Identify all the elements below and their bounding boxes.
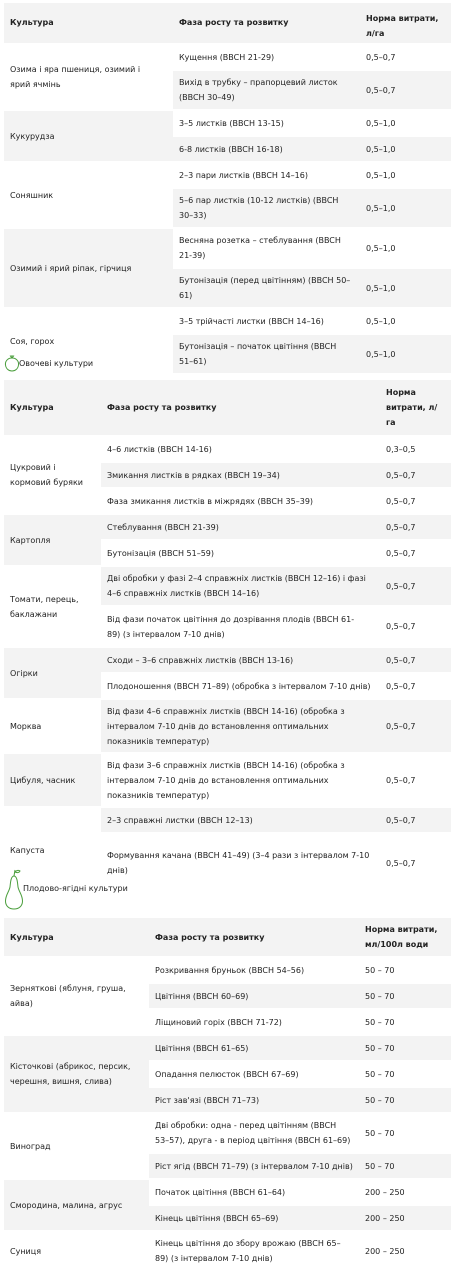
crop-cell: [4, 437, 101, 513]
table-row: [101, 834, 451, 892]
crop-cell: [4, 567, 101, 646]
header-crop: Культура: [10, 933, 54, 942]
crop-name: Зерняткові (яблуня, груша, айва): [10, 984, 126, 1008]
header-phase: Фаза росту та розвитку: [107, 403, 217, 412]
rate-cell: 0,5–1,0: [366, 317, 396, 326]
table-row: [149, 984, 451, 1008]
crop-name: Озимий і ярий ріпак, гірчиця: [10, 264, 132, 273]
crop-cell: [4, 111, 173, 161]
phase-cell: Дві обробки: одна - перед цвітінням (BBCH 53–57), друга - в період цвітіння (BBCH 61–69): [155, 1121, 351, 1145]
rate-cell: 0,5–0,7: [386, 816, 416, 825]
phase-cell: 3–5 трійчасті листки (BBCH 14–16): [179, 317, 324, 326]
crop-name: Морква: [10, 722, 42, 731]
rate-cell: 0,5–0,7: [386, 497, 416, 506]
phase-cell: 6-8 листків (BBCH 16-18): [179, 145, 283, 154]
table-row: [149, 1206, 451, 1230]
table-row: [101, 700, 451, 752]
rate-cell: 50 – 70: [365, 1070, 395, 1079]
rate-cell: 200 – 250: [365, 1214, 405, 1223]
rate-cell: 50 – 70: [365, 966, 395, 975]
rate-cell: 0,5–0,7: [386, 523, 416, 532]
rate-cell: 50 – 70: [365, 992, 395, 1001]
table-row: [173, 229, 451, 267]
rate-cell: 0,5–0,7: [386, 776, 416, 785]
table-header: [4, 380, 451, 435]
header-phase: Фаза росту та розвитку: [179, 18, 289, 27]
phase-cell: Кущення (BBCH 21-29): [179, 53, 275, 62]
crop-name: Озима і яра пшениця, озимий і ярий ячмінь: [10, 65, 141, 89]
phase-cell: Від фази початок цвітіння до дозрівання плодів (BBCH 61- 89) (з інтервалом 7-10 днів): [107, 615, 355, 639]
table-header: [4, 918, 451, 956]
table-row: [101, 437, 451, 461]
crop-name: Соняшник: [10, 191, 54, 200]
phase-cell: 5–6 пар листків (10-12 листків) (BBCH 30–33): [179, 196, 339, 220]
table-row: [149, 1088, 451, 1112]
table-row: [173, 309, 451, 333]
table-row: [149, 1154, 451, 1178]
phase-cell: Кінець цвітіння (BBCH 65–69): [155, 1214, 279, 1223]
rate-cell: 0,5–0,7: [386, 656, 416, 665]
rate-cell: 0,5–1,0: [366, 204, 396, 213]
phase-cell: Цвітіння (BBCH 60–69): [155, 992, 249, 1001]
pear-outline-icon: [4, 868, 24, 910]
phase-cell: Розкривання бруньок (BBCH 54–56): [155, 966, 305, 975]
header-rate: Норма витрати, мл/100л води: [365, 925, 438, 949]
rate-cell: 0,5–0,7: [366, 86, 396, 95]
rate-cell: 50 – 70: [365, 1018, 395, 1027]
rate-cell: 0,3–0,5: [386, 445, 416, 454]
crop-name: Картопля: [10, 536, 51, 545]
phase-cell: Від фази 4–6 справжніх листків (BBCH 14-16) (обробка з інтервалом 7-10 днів до встановлення оптимальних показників температур): [107, 707, 345, 746]
header-crop: Культура: [10, 18, 54, 27]
fruit-section-title: Плодово-ягідні культури: [23, 884, 128, 893]
phase-cell: Опадання пелюсток (BBCH 67–69): [155, 1070, 299, 1079]
crop-cell: [4, 1180, 149, 1230]
table-row: [149, 1036, 451, 1060]
crop-name: Кісточкові (абрикос, персик, черешня, вишня, слива): [10, 1062, 131, 1086]
phase-cell: 2–3 пари листків (BBCH 14–16): [179, 171, 308, 180]
crop-cell: [4, 1232, 149, 1270]
table-row: [101, 541, 451, 565]
rate-cell: 0,5–0,7: [386, 682, 416, 691]
table-row: [101, 567, 451, 605]
phase-cell: Формування качана (BBCH 41–49) (3–4 рази з інтервалом 7-10 днів): [107, 851, 370, 875]
table-row: [101, 808, 451, 832]
table-row: [101, 648, 451, 672]
table-row: [173, 111, 451, 135]
crop-cell: [4, 163, 173, 227]
crop-name: Томати, перець, баклажани: [10, 595, 79, 619]
crop-cell: [4, 229, 173, 307]
phase-cell: Від фази 3–6 справжніх листків (BBCH 14-16) (обробка з інтервалом 7-10 днів до встановлення оптимальних показників температур): [107, 761, 345, 800]
phase-cell: Ліщиновий горіх (BBCH 71-72): [155, 1018, 282, 1027]
phase-cell: Бутонізація – початок цвітіння (BBCH 51–61): [179, 342, 337, 366]
rate-cell: 0,5–1,0: [366, 244, 396, 253]
crop-name: Огірки: [10, 669, 38, 678]
rate-cell: 50 – 70: [365, 1096, 395, 1105]
rate-cell: 200 – 250: [365, 1188, 405, 1197]
phase-cell: Ріст ягід (BBCH 71–79) (з інтервалом 7-10 днів): [155, 1162, 353, 1171]
rate-cell: 50 – 70: [365, 1162, 395, 1171]
table-row: [173, 269, 451, 307]
phase-cell: Початок цвітіння (BBCH 61–64): [155, 1188, 286, 1197]
header-rate: Норма витрати, л/га: [366, 14, 439, 38]
rate-cell: 200 – 250: [365, 1247, 405, 1256]
rate-cell: 0,5–1,0: [366, 284, 396, 293]
table-row: [173, 137, 451, 161]
rate-cell: 0,5–1,0: [366, 119, 396, 128]
rate-cell: 0,5–0,7: [386, 582, 416, 591]
table-row: [101, 489, 451, 513]
crop-cell: [4, 1036, 149, 1112]
rate-cell: 50 – 70: [365, 1129, 395, 1138]
table-row: [149, 1232, 451, 1270]
crop-cell: [4, 754, 101, 806]
rate-cell: 0,5–0,7: [386, 471, 416, 480]
crop-name: Виноград: [10, 1142, 51, 1151]
table-row: [149, 1010, 451, 1034]
table-row: [101, 607, 451, 646]
phase-cell: Цвітіння (BBCH 61–65): [155, 1044, 249, 1053]
phase-cell: 4–6 листків (BBCH 14-16): [107, 445, 212, 454]
crop-name: Суниця: [10, 1247, 42, 1256]
table-row: [149, 1180, 451, 1204]
table-row: [101, 515, 451, 539]
table-row: [173, 71, 451, 109]
rate-cell: 0,5–1,0: [366, 171, 396, 180]
phase-cell: Ріст зав'язі (BBCH 71–73): [155, 1096, 260, 1105]
crop-name: Смородина, малина, агрус: [10, 1201, 123, 1210]
crop-name: Цукровий і кормовий буряки: [10, 463, 83, 487]
rate-cell: 0,5–1,0: [366, 145, 396, 154]
table-row: [101, 754, 451, 806]
header-phase: Фаза росту та розвитку: [155, 933, 265, 942]
header-rate: Норма витрати, л/ га: [386, 388, 438, 427]
rate-cell: 0,5–0,7: [386, 722, 416, 731]
table-row: [149, 1114, 451, 1152]
table-row: [101, 463, 451, 487]
phase-cell: 3–5 листків (BBCH 13-15): [179, 119, 284, 128]
table-row: [173, 163, 451, 187]
crop-cell: [4, 958, 149, 1034]
phase-cell: Сходи – 3–6 справжніх листків (BBCH 13-16): [107, 656, 294, 665]
crop-name: Кукурудза: [10, 132, 55, 141]
table-row: [149, 958, 451, 982]
crop-name: Соя, горох: [10, 337, 55, 346]
phase-cell: Кінець цвітіння до збору врожаю (BBCH 65– 89) (з інтервалом 7-10 днів): [155, 1239, 341, 1263]
table-row: [173, 45, 451, 69]
phase-cell: Бутонізація (перед цвітінням) (BBCH 50– 61): [179, 276, 351, 300]
header-crop: Культура: [10, 403, 54, 412]
tomato-outline-icon: [4, 354, 20, 372]
crop-name: Цибуля, часник: [10, 776, 76, 785]
crop-name: Капуста: [10, 846, 45, 855]
rate-cell: 50 – 70: [365, 1044, 395, 1053]
table-row: [173, 335, 451, 373]
vegetable-section-title: Овочеві культури: [19, 359, 94, 368]
rate-cell: 0,5–0,7: [386, 549, 416, 558]
phase-cell: Змикання листків в рядках (BBCH 19–34): [107, 471, 280, 480]
phase-cell: 2–3 справжні листки (BBCH 12–13): [107, 816, 253, 825]
rate-cell: 0,5–0,7: [386, 622, 416, 631]
crop-cell: [4, 515, 101, 565]
rate-cell: 0,5–1,0: [366, 350, 396, 359]
phase-cell: Плодоношення (BBCH 71–89) (обробка з інтервалом 7-10 днів): [107, 682, 371, 691]
table-header: [4, 3, 451, 43]
crop-cell: [4, 648, 101, 698]
table-row: [149, 1062, 451, 1086]
table-row: [173, 189, 451, 227]
rate-cell: 0,5–0,7: [366, 53, 396, 62]
phase-cell: Стеблування (BBCH 21-39): [107, 523, 219, 532]
rate-cell: 0,5–0,7: [386, 859, 416, 868]
table-row: [101, 674, 451, 698]
phase-cell: Бутонізація (BBCH 51–59): [107, 549, 214, 558]
phase-cell: Весняна розетка – стеблування (BBCH 21-39): [179, 236, 341, 260]
phase-cell: Фаза змикання листків в міжрядях (BBCH 35–39): [107, 497, 314, 506]
crop-cell: [4, 1114, 149, 1178]
crop-cell: [4, 700, 101, 752]
phase-cell: Вихід в трубку – прапорцевий листок (BBCH 30–49): [179, 78, 338, 102]
crop-cell: [4, 45, 173, 109]
phase-cell: Дві обробки у фазі 2–4 справжніх листків (BBCH 12–16) і фазі 4–6 справжніх листків (BBCH 14–16): [107, 574, 366, 598]
